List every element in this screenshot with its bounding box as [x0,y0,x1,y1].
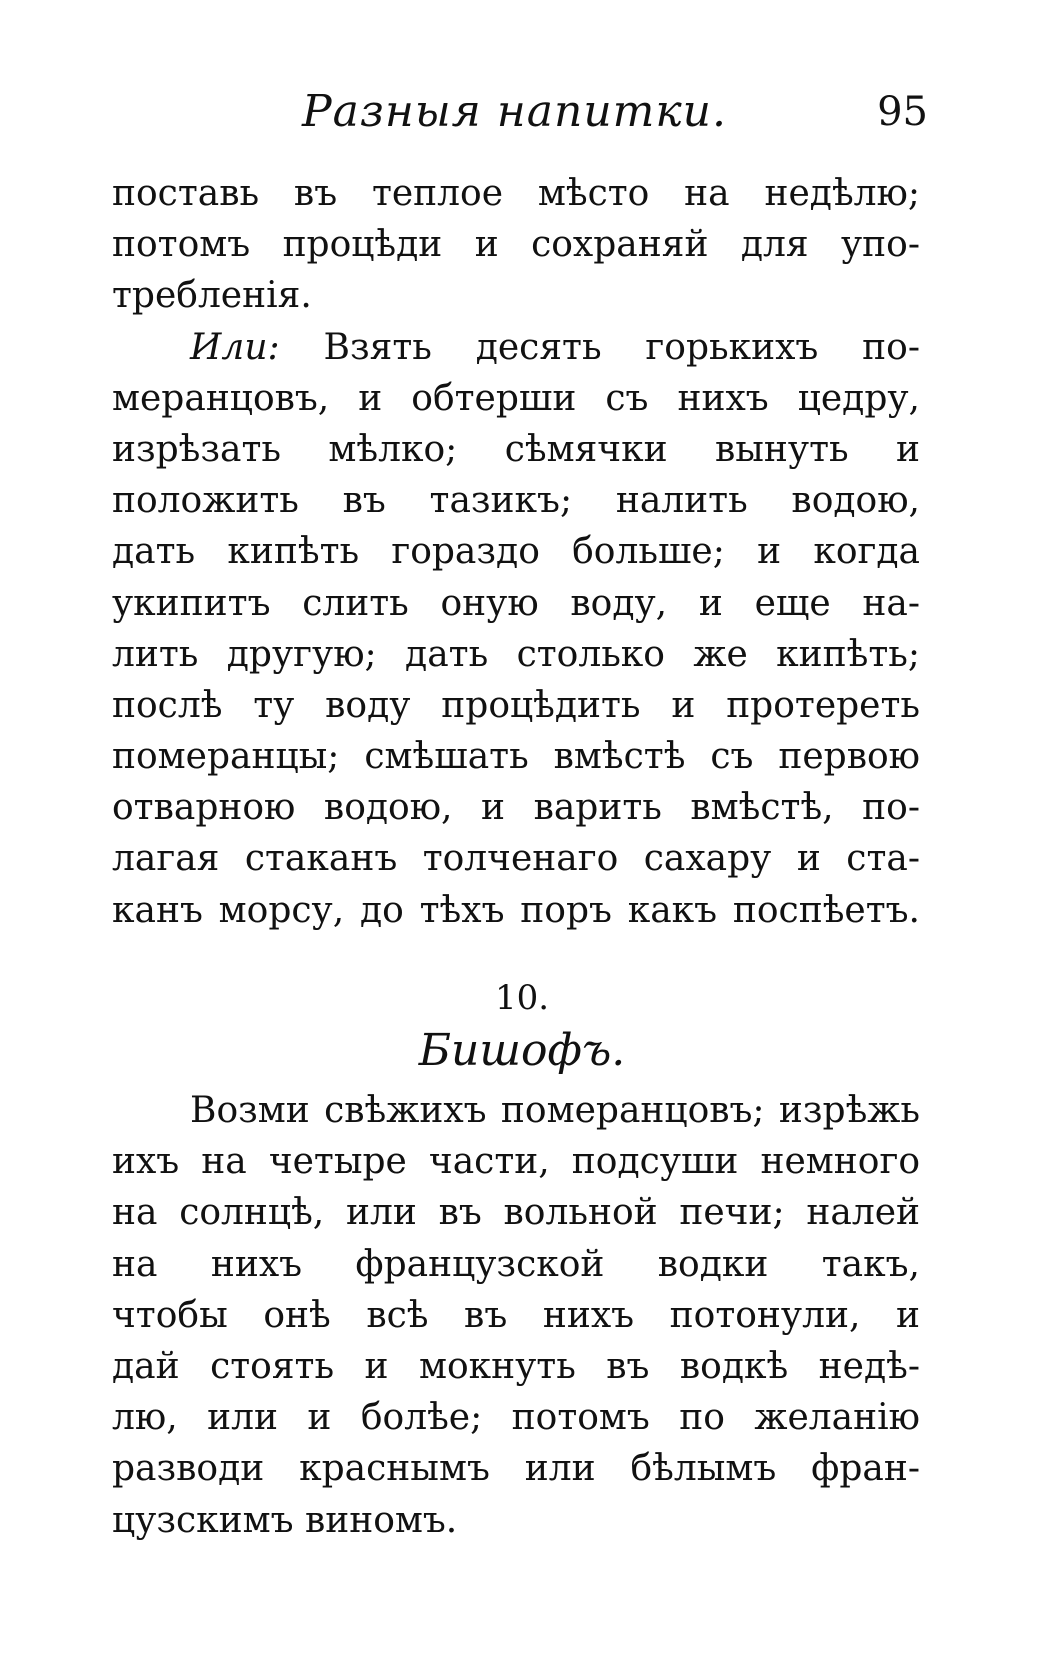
text-line: лагая стаканъ толченаго сахару и ста- [112,838,920,880]
text-line: положить въ тазикъ; налить водою, [112,480,920,522]
text-line: чтобы онѣ всѣ въ нихъ потонули, и [112,1294,920,1336]
lead-word: Или: [190,326,280,368]
text-line: изрѣзать мѣлко; сѣмячки вынуть и [112,428,920,470]
section-number: 10. [494,978,550,1018]
text-line: послѣ ту воду процѣдить и протереть [112,684,920,726]
text-line: меранцовъ, и обтерши съ нихъ цедру, [112,377,920,419]
section-title: Бишофъ. [418,1025,626,1076]
text-line: отварною водою, и варить вмѣстѣ, по- [112,787,920,829]
text-line: поставь въ теплое мѣсто на недѣлю; [112,173,920,214]
text-line: канъ морсу, до тѣхъ поръ какъ поспѣетъ. [112,889,920,931]
text-line: укипитъ слить оную воду, и еще на- [112,582,920,624]
body-text-lower [112,1085,920,1546]
text-line: разводи краснымъ или бѣлымъ фран- [112,1448,920,1490]
text-line: на солнцѣ, или въ вольной печи; налей [112,1192,920,1234]
text-line: потомъ процѣди и сохраняй для упо- [112,224,920,266]
text-line: на нихъ французской водки такъ, [112,1243,920,1285]
text-line: лю, или и болѣе; потомъ по желанію [112,1397,920,1439]
text-line: померанцы; смѣшать вмѣстѣ съ первою [112,736,920,778]
body-text-upper [112,168,920,936]
first-line-text: Взять десять горькихъ по- [323,326,920,368]
text-line: ихъ на четыре части, подсуши немного [112,1141,920,1183]
text-line: цузскимъ виномъ. [112,1499,458,1541]
paragraph-first-line [112,322,920,373]
page-number: 95 [877,89,928,135]
running-title: Разныя напитки. [302,86,727,137]
text-line: дай стоять и мокнуть въ водкѣ недѣ- [112,1345,920,1387]
text-line: требленія. [112,275,312,317]
text-line: дать кипѣть гораздо больше; и когда [112,531,920,573]
running-head [112,84,932,144]
text-line: лить другую; дать столько же кипѣть; [112,633,920,675]
text-line: Возми свѣжихъ померанцовъ; изрѣжь [190,1090,920,1131]
